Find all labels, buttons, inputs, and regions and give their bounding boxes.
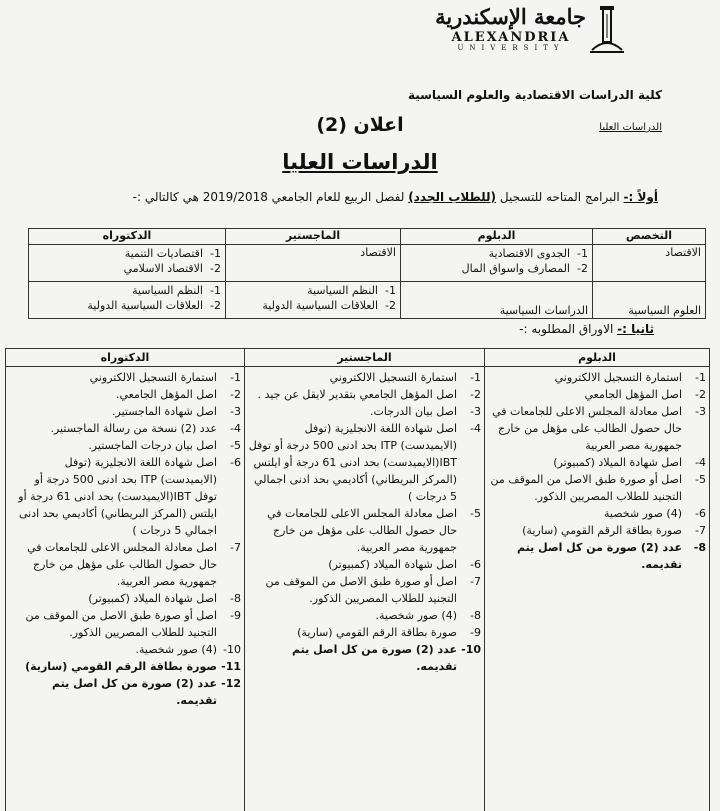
- requirement-text: اصل المؤهل الجامعي: [584, 388, 682, 401]
- requirement-item: [248, 641, 481, 675]
- requirement-item: [488, 505, 706, 522]
- logo-english-subtext: UNIVERSITY: [457, 44, 565, 52]
- section-one-text-after: لفصل الربيع للعام الجامعي 2019/2018 هي كالتالي :-: [132, 190, 405, 204]
- section-two-heading: [519, 322, 654, 336]
- item-number: 2-: [210, 262, 221, 275]
- requirement-number: 8-: [230, 592, 241, 605]
- programs-header-row: [29, 229, 706, 245]
- requirement-number: 9-: [470, 626, 481, 639]
- item-text: العلاقات السياسية الدولية: [262, 299, 378, 312]
- masters-requirements-cell: [245, 367, 485, 811]
- requirement-number: 5-: [470, 507, 481, 520]
- requirement-text: استمارة التسجيل الالكتروني: [554, 371, 682, 384]
- requirement-number: 3-: [230, 405, 241, 418]
- requirement-text: اصل معادلة المجلس الاعلى للجامعات في حال حصول الطالب على مؤهل من خارج جمهورية مصر العربية: [492, 405, 682, 452]
- requirement-item: [248, 607, 481, 624]
- list-item: [405, 261, 588, 276]
- column-header: الدبلوم: [485, 349, 710, 367]
- item-text: النظم السياسية: [307, 284, 378, 297]
- requirement-number: 7-: [695, 524, 706, 537]
- column-header: الماجستير: [245, 349, 485, 367]
- item-text: اقتصاديات التنمية: [124, 247, 203, 260]
- requirement-item: [488, 403, 706, 454]
- column-header: التخصص: [593, 229, 706, 245]
- requirement-item: [9, 386, 241, 403]
- requirement-text: صورة بطاقة الرقم القومي (سارية): [25, 660, 217, 673]
- requirement-item: [9, 607, 241, 641]
- requirement-text: اصل شهادة اللغة الانجليزية (توفل (الايميدست) ITP بحد ادنى 500 درجة أو توفل IBT(الايميدست) بحد ادنى 61 درجة أو ايلتس (المركز البريطاني) أكاديمي بحد ادنى اجمالي 5 درجات ): [248, 422, 457, 503]
- list-item: [33, 246, 221, 261]
- table-row: [29, 245, 706, 282]
- requirement-number: 4-: [470, 422, 481, 435]
- item-text: الجدوى الاقتصادية: [488, 247, 570, 260]
- requirement-item: [9, 420, 241, 437]
- requirement-text: صورة بطاقة الرقم القومي (سارية): [522, 524, 682, 537]
- requirement-number: 12-: [221, 677, 241, 690]
- phd-requirements-list: [9, 369, 241, 709]
- requirement-text: استمارة التسجيل الالكتروني: [89, 371, 217, 384]
- requirement-text: اصل شهادة الماجستير.: [112, 405, 217, 418]
- requirement-text: اصل بيان درجات الماجستير.: [88, 439, 217, 452]
- section-two-label: ثانيا :-: [617, 322, 654, 336]
- requirement-text: (4) صور شخصية: [604, 507, 682, 520]
- requirement-item: [248, 505, 481, 556]
- requirement-item: [248, 556, 481, 573]
- requirement-text: اصل أو صورة طبق الاصل من الموقف من التجنيد للطلاب المصريين الذكور.: [490, 473, 682, 503]
- phd-cell: [29, 282, 226, 319]
- item-number: 2-: [577, 262, 588, 275]
- requirement-number: 5-: [230, 439, 241, 452]
- table-row: [29, 282, 706, 319]
- requirement-number: 6-: [470, 558, 481, 571]
- item-text: العلاقات السياسية الدولية: [87, 299, 203, 312]
- phd-requirements-cell: [6, 367, 245, 811]
- requirement-number: 1-: [695, 371, 706, 384]
- requirement-number: 4-: [695, 456, 706, 469]
- requirement-text: (4) صور شخصية.: [375, 609, 457, 622]
- list-item: [33, 283, 221, 298]
- requirement-text: اصل معادلة المجلس الاعلى للجامعات في حال حصول الطالب على مؤهل من خارج جمهورية مصر العربية.: [27, 541, 217, 588]
- masters-cell: [226, 282, 401, 319]
- requirement-item: [9, 539, 241, 590]
- requirement-item: [9, 658, 241, 675]
- requirements-body-row: [6, 367, 710, 811]
- list-item: [230, 283, 396, 298]
- requirement-text: اصل أو صورة طبق الاصل من الموقف من التجنيد للطلاب المصريين الذكور.: [265, 575, 457, 605]
- requirement-text: عدد (2) صورة من كل اصل يتم تقديمه.: [517, 541, 682, 571]
- requirement-text: اصل أو صورة طبق الاصل من الموقف من التجنيد للطلاب المصريين الذكور.: [25, 609, 217, 639]
- requirement-number: 2-: [470, 388, 481, 401]
- requirement-text: عدد (2) صورة من كل اصل يتم تقديمه.: [52, 677, 217, 707]
- masters-requirements-list: [248, 369, 481, 675]
- section-one-highlight: (للطلاب الجدد): [408, 190, 497, 204]
- requirement-number: 3-: [695, 405, 706, 418]
- requirement-text: استمارة التسجيل الالكتروني: [329, 371, 457, 384]
- diploma-cell: الدراسات السياسية: [401, 282, 593, 319]
- page-title: الدراسات العليا: [282, 150, 438, 174]
- requirement-item: [248, 420, 481, 505]
- requirement-number: 2-: [230, 388, 241, 401]
- requirement-number: 10-: [223, 643, 241, 656]
- requirement-item: [488, 369, 706, 386]
- item-text: المصارف واسواق المال: [461, 262, 570, 275]
- specialty-cell: الاقتصاد: [593, 245, 706, 282]
- column-header: الدكتوراه: [29, 229, 226, 245]
- requirement-number: 8-: [470, 609, 481, 622]
- requirement-item: [9, 454, 241, 539]
- requirement-text: اصل بيان الدرجات.: [369, 405, 457, 418]
- requirement-item: [488, 386, 706, 403]
- requirement-item: [9, 369, 241, 386]
- requirements-header-row: [6, 349, 710, 367]
- section-one-label: أولاً :-: [623, 190, 658, 204]
- requirements-table: [5, 348, 710, 811]
- requirement-item: [9, 403, 241, 420]
- requirement-item: [488, 454, 706, 471]
- list-item: [33, 261, 221, 276]
- requirement-item: [488, 471, 706, 505]
- requirement-number: 1-: [470, 371, 481, 384]
- requirement-item: [9, 437, 241, 454]
- list-item: [405, 246, 588, 261]
- requirement-number: 7-: [230, 541, 241, 554]
- requirement-text: (4) صور شخصية.: [135, 643, 217, 656]
- requirement-text: اصل المؤهل الجامعي.: [115, 388, 217, 401]
- phd-cell: [29, 245, 226, 282]
- requirement-item: [9, 675, 241, 709]
- logo-english-text: ALEXANDRIA: [451, 30, 571, 45]
- faculty-name: كلية الدراسات الاقتصادية والعلوم السياسية: [407, 88, 662, 102]
- requirement-text: عدد (2) صورة من كل اصل يتم تقديمه.: [292, 643, 457, 673]
- section-one-heading: [133, 190, 658, 204]
- requirement-number: 9-: [230, 609, 241, 622]
- requirement-number: 6-: [695, 507, 706, 520]
- announcement-title: اعلان (2): [316, 114, 404, 136]
- requirement-item: [248, 386, 481, 403]
- requirement-text: اصل معادلة المجلس الاعلى للجامعات في حال حصول الطالب على مؤهل من خارج جمهورية مصر العربية.: [267, 507, 457, 554]
- item-text: الاقتصاد الاسلامي: [123, 262, 203, 275]
- logo-arabic-text: جامعة الإسكندرية: [435, 4, 586, 29]
- requirement-item: [9, 590, 241, 607]
- requirement-item: [248, 624, 481, 641]
- list-item: [33, 298, 221, 313]
- requirement-number: 7-: [470, 575, 481, 588]
- requirement-text: اصل شهادة الميلاد (كمبيوتر): [88, 592, 217, 605]
- requirement-number: 5-: [695, 473, 706, 486]
- requirement-text: اصل شهادة الميلاد (كمبيوتر): [328, 558, 457, 571]
- item-text: النظم السياسية: [132, 284, 203, 297]
- requirement-text: عدد (2) نسخة من رسالة الماجستير.: [50, 422, 217, 435]
- requirement-text: اصل شهادة اللغة الانجليزية (توفل (الايميدست) ITP بحد ادنى 500 درجة أو توفل IBT(الايميدست) بحد ادنى 61 درجة أو ايلتس (المركز البريطاني) أكاديمي بحد ادنى اجمالي 5 درجات ): [18, 456, 217, 537]
- department-label: الدراسات العليا: [599, 122, 662, 133]
- requirement-item: [9, 641, 241, 658]
- column-header: الدبلوم: [401, 229, 593, 245]
- requirement-text: اصل المؤهل الجامعي بتقدير لايقل عن جيد .: [257, 388, 457, 401]
- section-one-text: البرامج المتاحه للتسجيل: [499, 190, 620, 204]
- requirement-item: [248, 573, 481, 607]
- requirement-number: 1-: [230, 371, 241, 384]
- column-header: الماجستير: [226, 229, 401, 245]
- requirement-item: [488, 539, 706, 573]
- specialty-cell: العلوم السياسية: [593, 282, 706, 319]
- requirement-item: [248, 403, 481, 420]
- requirement-number: 2-: [695, 388, 706, 401]
- diploma-requirements-list: [488, 369, 706, 573]
- item-number: 2-: [385, 299, 396, 312]
- university-logo-tower-icon: [590, 6, 624, 54]
- masters-cell: الاقتصاد: [226, 245, 401, 282]
- item-number: 1-: [577, 247, 588, 260]
- requirement-number: 4-: [230, 422, 241, 435]
- section-two-text: الاوراق المطلوبه :-: [519, 322, 614, 336]
- requirement-number: 11-: [221, 660, 241, 673]
- requirement-number: 6-: [230, 456, 241, 469]
- requirement-number: 10-: [461, 643, 481, 656]
- requirement-number: 8-: [693, 541, 706, 554]
- item-number: 1-: [210, 247, 221, 260]
- item-number: 2-: [210, 299, 221, 312]
- requirement-item: [248, 369, 481, 386]
- diploma-requirements-cell: [485, 367, 710, 811]
- item-number: 1-: [210, 284, 221, 297]
- item-number: 1-: [385, 284, 396, 297]
- diploma-cell: [401, 245, 593, 282]
- requirement-text: اصل شهادة الميلاد (كمبيوتر): [553, 456, 682, 469]
- requirement-number: 3-: [470, 405, 481, 418]
- programs-table: [28, 228, 706, 319]
- requirement-text: صورة بطاقة الرقم القومي (سارية): [297, 626, 457, 639]
- requirement-item: [488, 522, 706, 539]
- column-header: الدكتوراه: [6, 349, 245, 367]
- list-item: [230, 298, 396, 313]
